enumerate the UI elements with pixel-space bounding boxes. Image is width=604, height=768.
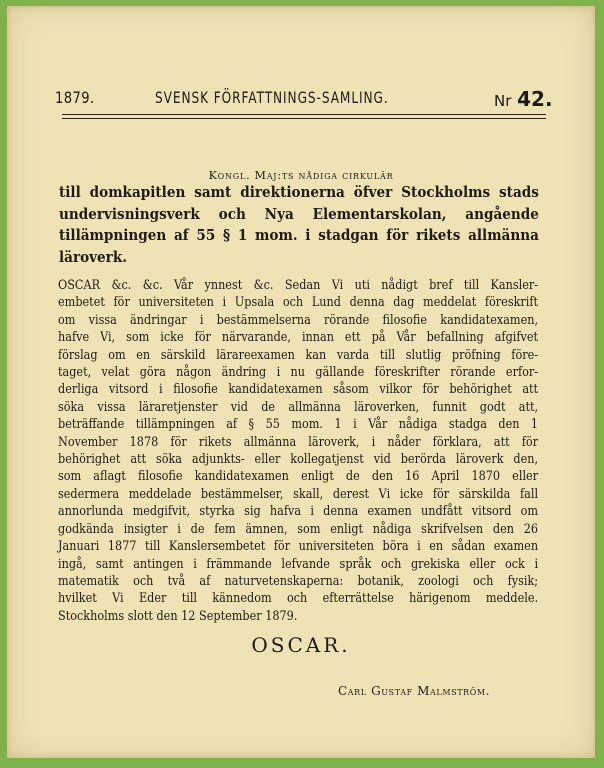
issue-number (494, 87, 553, 111)
body-line: sedermera meddelade bestämmelser, skall, derest Vi icke för särskilda fall (58, 486, 539, 502)
body-line: godkända insigter i de fem ämnen, som enligt nådiga skrifvelsen den 26 (58, 521, 539, 537)
body-line: förslag om en särskild lärareexamen kan varda till slutlig pröfning före- (58, 347, 539, 363)
body-line: embetet för universiteten i Upsala och Lund denna dag meddelat föreskrift (58, 295, 539, 311)
number-label: Nr (494, 92, 512, 110)
collection-title: SVENSK FÖRFATTNINGS-SAMLING. (155, 88, 389, 107)
header-rule-thick (62, 114, 546, 115)
body-line: beträffande tillämpningen af § 55 mom. 1 i Vår nådiga stadga den 1 (58, 417, 539, 433)
decree-body (58, 277, 538, 625)
decree-kicker: Kongl. Maj:ts nådiga cirkulär (208, 169, 394, 182)
royal-signature: OSCAR. (251, 633, 351, 657)
decree-title: till domkapitlen samt direktionerna öfver Stockholms stads undervisningsverk och Nya Elementarskolan, angående tillämpningen af 55 § 1 mom. i stadgan för rikets allmänna läroverk. (59, 184, 539, 266)
body-line: som aflagt filosofie kandidatexamen enligt de den 16 April 1870 eller (58, 469, 539, 485)
body-line: behörighet att söka adjunkts- eller kollegatjenst vid berörda läroverk den, (58, 452, 539, 468)
body-line: hafve Vi, som icke för närvarande, innan ett på Vår befallning afgifvet (58, 330, 539, 346)
header-rule-thin (62, 118, 546, 119)
document-page (7, 6, 595, 758)
body-line: taget, velat göra någon ändring i nu gällande föreskrifter rörande erfor- (58, 365, 539, 381)
body-line: ingå, samt antingen i främmande lefvande språk och grekiska eller ock i (58, 556, 539, 572)
body-line: matematik och två af naturvetenskaperna: botanik, zoologi och fysik; (58, 573, 539, 589)
body-line: OSCAR &c. &c. Vår ynnest &c. Sedan Vi uti nådigt bref till Kansler- (58, 278, 539, 293)
body-line: annorlunda medgifvit, styrka sig hafva i denna examen undfått vitsord om (58, 504, 539, 520)
body-line: om vissa ändringar i bestämmelserna rörande filosofie kandidatexamen, (58, 312, 539, 328)
body-line: hvilket Vi Eder till kännedom och efterrättelse härigenom meddele. (58, 591, 539, 607)
body-line: derliga vitsord i filosofie kandidatexamen såsom vilkor för behörighet att (58, 382, 539, 398)
body-line-last: Stockholms slott den 12 September 1879. (58, 608, 298, 624)
body-line: söka vissa läraretjenster vid de allmänna läroverken, funnit godt att, (58, 399, 539, 415)
body-line: November 1878 för rikets allmänna läroverk, i nåder förklara, att för (58, 434, 539, 450)
header-year: 1879. (55, 88, 95, 107)
countersignature: Carl Gustaf Malmström. (338, 684, 491, 698)
number-value: 42. (517, 87, 553, 111)
body-line: Januari 1877 till Kanslersembetet för universiteten böra i en sådan examen (58, 539, 539, 555)
page-header (54, 84, 553, 116)
